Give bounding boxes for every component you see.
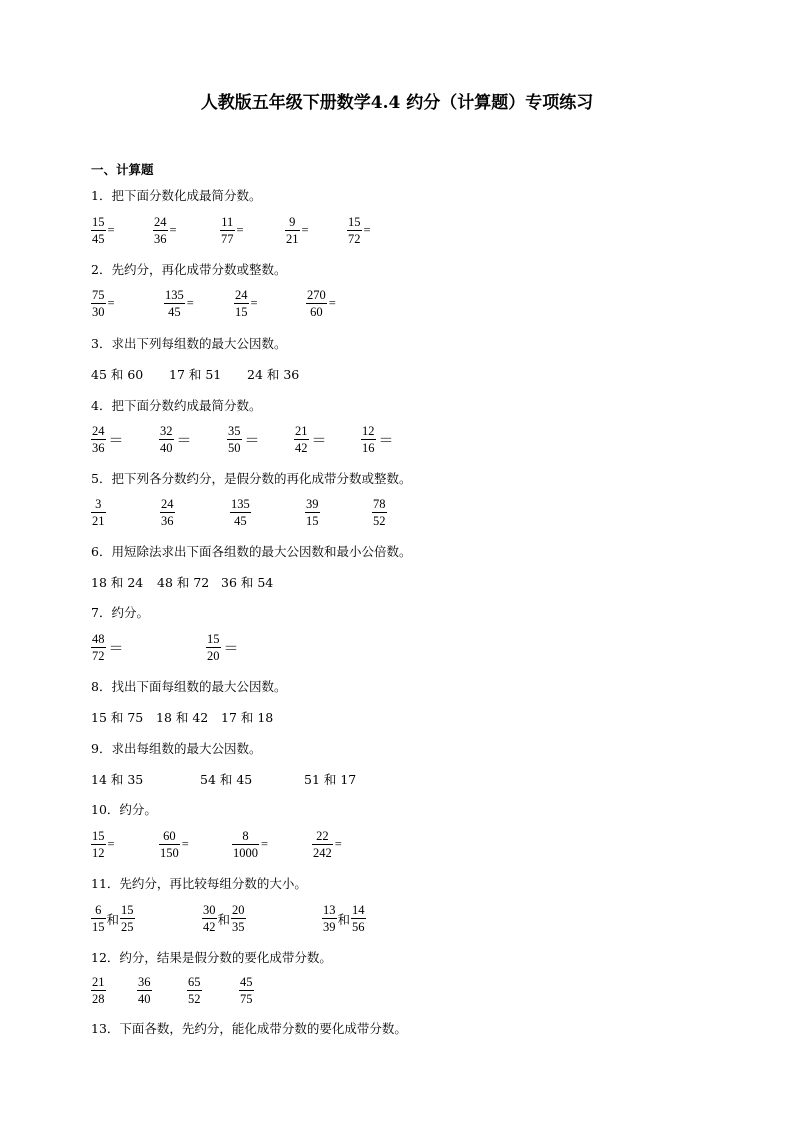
fraction [234,287,249,320]
denominator: 35 [232,920,245,934]
fraction [220,214,235,247]
fraction [91,828,106,861]
denominator: 42 [295,441,308,455]
denominator: 21 [92,514,105,528]
fraction-item [160,496,175,529]
fraction-item [91,423,124,456]
number-group: 36 和 54 [221,575,274,590]
numerator: 13 [323,903,336,917]
equals-sign: ＝ [223,641,239,657]
fraction-item [285,214,309,247]
fraction [187,974,202,1007]
question-13: 13．下面各数，先约分，能化成带分数的要化成带分数。 [91,1021,407,1036]
fraction [351,902,366,935]
numerator: 135 [165,288,184,302]
fraction-item [230,496,251,529]
fraction [206,631,221,664]
question-3: 3．求出下列每组数的最大公因数。 [91,336,287,351]
fraction-item [91,496,106,529]
number-group: 54 和 45 [200,772,253,787]
equals-sign: ＝ [311,433,327,449]
question-1: 1．把下面分数化成最简分数。 [91,188,262,203]
fraction-item [91,631,124,664]
number-group: 18 和 42 [156,710,209,725]
fraction-pair [91,902,135,935]
denominator: 15 [235,305,248,319]
fraction [312,828,333,861]
numerator: 15 [92,829,105,843]
denominator: 72 [348,232,361,246]
numerator: 12 [362,424,375,438]
numerator: 78 [373,497,386,511]
fraction-item [206,631,239,664]
denominator: 42 [203,920,216,934]
number-group: 15 和 75 [91,710,144,725]
question-5: 5．把下列各分数约分，是假分数的再化成带分数或整数。 [91,471,412,486]
fraction-item [372,496,387,529]
numerator: 11 [221,215,234,229]
equals-sign: = [250,296,258,310]
denominator: 40 [160,441,173,455]
number-group: 48 和 72 [157,575,210,590]
fraction [91,496,106,529]
number-group: 45 和 60 [91,367,144,382]
denominator: 36 [161,514,174,528]
denominator: 16 [362,441,375,455]
section-heading: 一、计算题 [91,162,154,177]
denominator: 20 [207,649,220,663]
numerator: 135 [231,497,250,511]
numerator: 15 [92,215,105,229]
number-group: 17 和 18 [221,710,274,725]
denominator: 72 [92,649,105,663]
fraction [153,214,168,247]
fraction-item [187,974,202,1007]
equals-sign: = [186,296,194,310]
equals-sign: ＝ [244,433,260,449]
denominator: 12 [92,846,105,860]
equals-sign: ＝ [108,641,124,657]
numerator: 20 [232,903,245,917]
fraction [91,631,106,664]
fraction [361,423,376,456]
fraction-item [227,423,260,456]
fraction-item [305,496,320,529]
fraction [202,902,217,935]
fraction [305,496,320,529]
number-group: 17 和 51 [169,367,222,382]
numerator: 22 [316,829,329,843]
denominator: 15 [92,920,105,934]
equals-sign: = [107,223,115,237]
question-9: 9．求出每组数的最大公因数。 [91,741,262,756]
fraction [239,974,254,1007]
number-group: 51 和 17 [304,772,357,787]
numerator: 8 [242,829,249,843]
number-group: 24 和 36 [247,367,300,382]
fraction-pair [202,902,246,935]
numerator: 65 [188,975,201,989]
numerator: 36 [138,975,151,989]
numerator: 30 [203,903,216,917]
fraction-item [159,828,189,861]
numerator: 24 [154,215,167,229]
fraction [91,902,106,935]
numerator: 21 [295,424,308,438]
fraction [159,423,174,456]
fraction [91,423,106,456]
fraction-item [234,287,258,320]
fraction-item [361,423,394,456]
numerator: 24 [161,497,174,511]
fraction [120,902,135,935]
denominator: 50 [228,441,241,455]
numerator: 32 [160,424,173,438]
numerator: 21 [92,975,105,989]
and-word: 和 [217,911,231,927]
numerator: 3 [95,497,102,511]
fraction [285,214,300,247]
equals-sign: = [236,223,244,237]
denominator: 77 [221,232,234,246]
denominator: 150 [160,846,179,860]
fraction-item [164,287,194,320]
fraction-item [294,423,327,456]
fraction [159,828,180,861]
fraction-item [312,828,342,861]
fraction-item [91,287,115,320]
fraction [227,423,242,456]
fraction-item [232,828,268,861]
equals-sign: ＝ [108,433,124,449]
numerator: 15 [348,215,361,229]
and-word: 和 [337,911,351,927]
fraction-item [91,828,115,861]
numerator: 24 [92,424,105,438]
question-12: 12．约分，结果是假分数的要化成带分数。 [91,950,332,965]
denominator: 36 [92,441,105,455]
denominator: 45 [92,232,105,246]
numerator: 75 [92,288,105,302]
equals-sign: ＝ [176,433,192,449]
fraction-item [137,974,152,1007]
fraction [164,287,185,320]
denominator: 39 [323,920,336,934]
fraction [232,828,259,861]
denominator: 52 [188,992,201,1006]
fraction [137,974,152,1007]
number-group: 18 和 24 [91,575,144,590]
denominator: 242 [313,846,332,860]
denominator: 40 [138,992,151,1006]
number-group: 14 和 35 [91,772,144,787]
numerator: 9 [289,215,296,229]
numerator: 6 [95,903,102,917]
fraction [294,423,309,456]
fraction [322,902,337,935]
fraction [91,974,106,1007]
equals-sign: = [363,223,371,237]
question-4: 4．把下面分数约成最简分数。 [91,398,262,413]
equals-sign: = [328,296,336,310]
numerator: 270 [307,288,326,302]
numerator: 45 [240,975,253,989]
question-10: 10．约分。 [91,802,157,817]
question-2: 2．先约分，再化成带分数或整数。 [91,262,287,277]
numerator: 48 [92,632,105,646]
fraction [91,287,106,320]
fraction [91,214,106,247]
fraction-item [347,214,371,247]
denominator: 21 [286,232,299,246]
fraction [160,496,175,529]
fraction-pair [322,902,366,935]
fraction-item [159,423,192,456]
numerator: 60 [163,829,176,843]
equals-sign: = [107,296,115,310]
denominator: 25 [121,920,134,934]
denominator: 1000 [233,846,258,860]
denominator: 45 [168,305,181,319]
denominator: 36 [154,232,167,246]
denominator: 52 [373,514,386,528]
equals-sign: = [181,837,189,851]
question-6: 6．用短除法求出下面各组数的最大公因数和最小公倍数。 [91,544,412,559]
numerator: 15 [207,632,220,646]
fraction-item [153,214,177,247]
fraction [347,214,362,247]
numerator: 35 [228,424,241,438]
fraction-item [91,214,115,247]
numerator: 24 [235,288,248,302]
fraction-item [239,974,254,1007]
denominator: 75 [240,992,253,1006]
question-7: 7．约分。 [91,605,149,620]
denominator: 56 [352,920,365,934]
fraction [230,496,251,529]
fraction [372,496,387,529]
fraction-item [220,214,244,247]
denominator: 60 [310,305,323,319]
denominator: 30 [92,305,105,319]
denominator: 45 [234,514,247,528]
equals-sign: = [334,837,342,851]
fraction-item [306,287,336,320]
page-title: 人教版五年级下册数学4.4 约分（计算题）专项练习 [200,93,594,113]
equals-sign: = [169,223,177,237]
numerator: 15 [121,903,134,917]
fraction [231,902,246,935]
equals-sign: = [261,837,269,851]
question-11: 11．先约分，再比较每组分数的大小。 [91,876,307,891]
question-8: 8．找出下面每组数的最大公因数。 [91,679,287,694]
denominator: 28 [92,992,105,1006]
equals-sign: = [107,837,115,851]
fraction [306,287,327,320]
numerator: 39 [306,497,319,511]
equals-sign: = [301,223,309,237]
denominator: 15 [306,514,319,528]
equals-sign: ＝ [378,433,394,449]
fraction-item [91,974,106,1007]
numerator: 14 [352,903,365,917]
and-word: 和 [106,911,120,927]
